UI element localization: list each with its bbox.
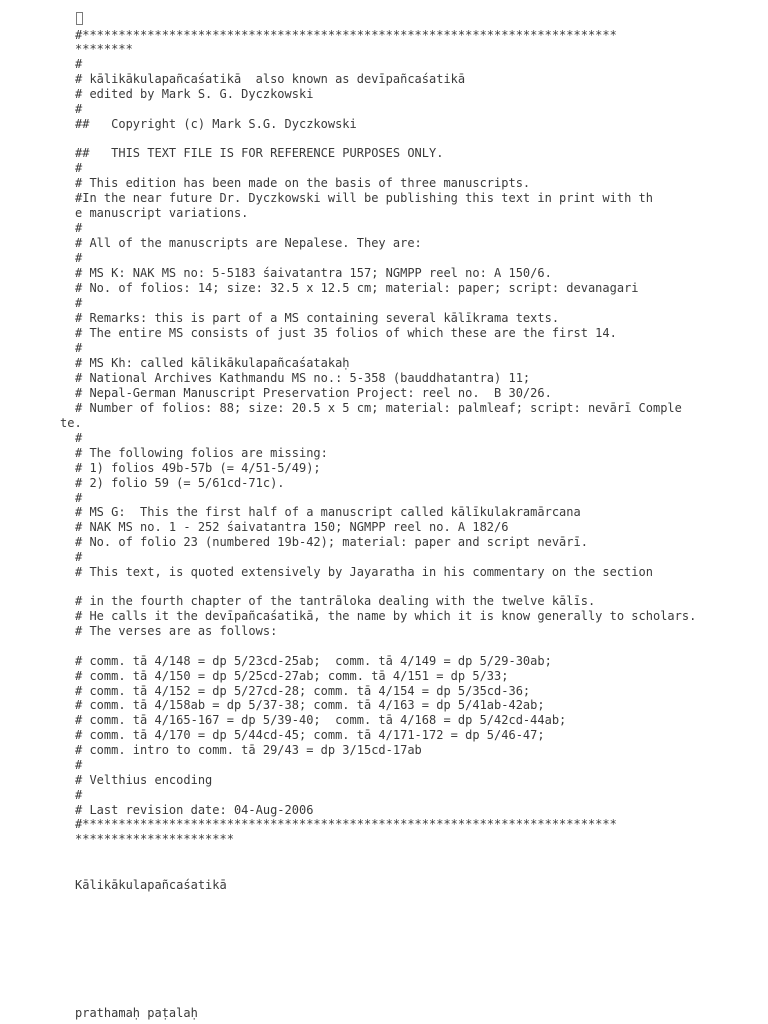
ms-kh-folios-line-continued: te. xyxy=(60,416,82,430)
work-title: Kālikākulapañcaśatikā xyxy=(75,878,227,892)
missing-glyph-icon xyxy=(76,12,83,25)
comm-line: # comm. intro to comm. tā 29/43 = dp 3/15cd-17ab xyxy=(75,743,422,757)
editor-line: # edited by Mark S. G. Dyczkowski xyxy=(75,87,314,101)
copyright-line: ## Copyright (c) Mark S.G. Dyczkowski xyxy=(75,117,357,131)
border-top-line-continued: ******** xyxy=(75,42,133,56)
ms-kh-project-line: # Nepal-German Manuscript Preservation Project: reel no. B 30/26. xyxy=(75,386,552,400)
ms-kh-line: # MS Kh: called kālikākulapañcaśatakaḥ xyxy=(75,356,350,370)
border-bottom-line-continued: ********************** xyxy=(75,832,234,846)
quoted-line: # This text, is quoted extensively by Jayaratha in his commentary on the section xyxy=(75,565,653,579)
future-line: #In the near future Dr. Dyczkowski will be publishing this text in print with th xyxy=(75,191,653,205)
comment-blank: # xyxy=(75,550,83,564)
encoding-line: # Velthius encoding xyxy=(75,773,213,787)
fourth-chapter-line: # in the fourth chapter of the tantrāloka dealing with the twelve kālīs. xyxy=(75,594,596,608)
comment-blank: # xyxy=(75,251,83,265)
comment-blank: # xyxy=(75,341,83,355)
missing-folio-item: # 2) folio 59 (= 5/61cd-71c). xyxy=(75,476,285,490)
nepalese-line: # All of the manuscripts are Nepalese. They are: xyxy=(75,236,422,250)
comm-line: # comm. tā 4/170 = dp 5/44cd-45; comm. tā 4/171-172 = dp 5/46-47; xyxy=(75,728,545,742)
ms-kh-archives-line: # National Archives Kathmandu MS no.: 5-358 (bauddhatantra) 11; xyxy=(75,371,531,385)
comment-blank: # xyxy=(75,491,83,505)
ms-g-archives-line: # NAK MS no. 1 - 252 śaivatantra 150; NGMPP reel no. A 182/6 xyxy=(75,520,509,534)
ms-g-line: # MS G: This the first half of a manuscript called kālīkulakramārcana xyxy=(75,505,581,519)
title-line: # kālikākulapañcaśatikā also known as devīpañcaśatikā xyxy=(75,72,466,86)
future-line-continued: e manuscript variations. xyxy=(75,206,249,220)
border-top-line: #************************************************************************** xyxy=(75,28,617,42)
comment-blank: # xyxy=(75,57,83,71)
chapter-title: prathamaḥ paṭalaḥ xyxy=(75,1006,198,1020)
comment-blank: # xyxy=(75,161,83,175)
comm-line: # comm. tā 4/165-167 = dp 5/39-40; comm. tā 4/168 = dp 5/42cd-44ab; xyxy=(75,713,567,727)
comm-line: # comm. tā 4/148 = dp 5/23cd-25ab; comm. tā 4/149 = dp 5/29-30ab; xyxy=(75,654,552,668)
comment-blank: # xyxy=(75,788,83,802)
ms-k-remarks-line-2: # The entire MS consists of just 35 folios of which these are the first 14. xyxy=(75,326,617,340)
ms-g-folios-line: # No. of folio 23 (numbered 19b-42); material: paper and script nevārī. xyxy=(75,535,588,549)
edition-line: # This edition has been made on the basis of three manuscripts. xyxy=(75,176,531,190)
comm-line: # comm. tā 4/152 = dp 5/27cd-28; comm. tā 4/154 = dp 5/35cd-36; xyxy=(75,684,531,698)
verses-heading-line: # The verses are as follows: xyxy=(75,624,278,638)
comment-blank: # xyxy=(75,102,83,116)
ms-k-line: # MS K: NAK MS no: 5-5183 śaivatantra 157; NGMPP reel no: A 150/6. xyxy=(75,266,552,280)
devi-name-line: # He calls it the devīpañcaśatikā, the name by which it is know generally to scholars. xyxy=(75,609,697,623)
reference-notice-line: ## THIS TEXT FILE IS FOR REFERENCE PURPOSES ONLY. xyxy=(75,146,444,160)
comm-line: # comm. tā 4/158ab = dp 5/37-38; comm. tā 4/163 = dp 5/41ab-42ab; xyxy=(75,698,545,712)
ms-k-remarks-line: # Remarks: this is part of a MS containing several kālīkrama texts. xyxy=(75,311,560,325)
ms-k-folios-line: # No. of folios: 14; size: 32.5 x 12.5 cm; material: paper; script: devanagari xyxy=(75,281,639,295)
missing-folio-item: # 1) folios 49b-57b (= 4/51-5/49); xyxy=(75,461,321,475)
comm-line: # comm. tā 4/150 = dp 5/25cd-27ab; comm. tā 4/151 = dp 5/33; xyxy=(75,669,509,683)
border-bottom-line: #************************************************************************** xyxy=(75,817,617,831)
comment-blank: # xyxy=(75,431,83,445)
missing-folios-heading: # The following folios are missing: xyxy=(75,446,328,460)
ms-kh-folios-line: # Number of folios: 88; size: 20.5 x 5 cm; material: palmleaf; script: nevārī Comple xyxy=(75,401,682,415)
comment-blank: # xyxy=(75,296,83,310)
comment-blank: # xyxy=(75,221,83,235)
comment-blank: # xyxy=(75,758,83,772)
revision-date-line: # Last revision date: 04-Aug-2006 xyxy=(75,803,314,817)
